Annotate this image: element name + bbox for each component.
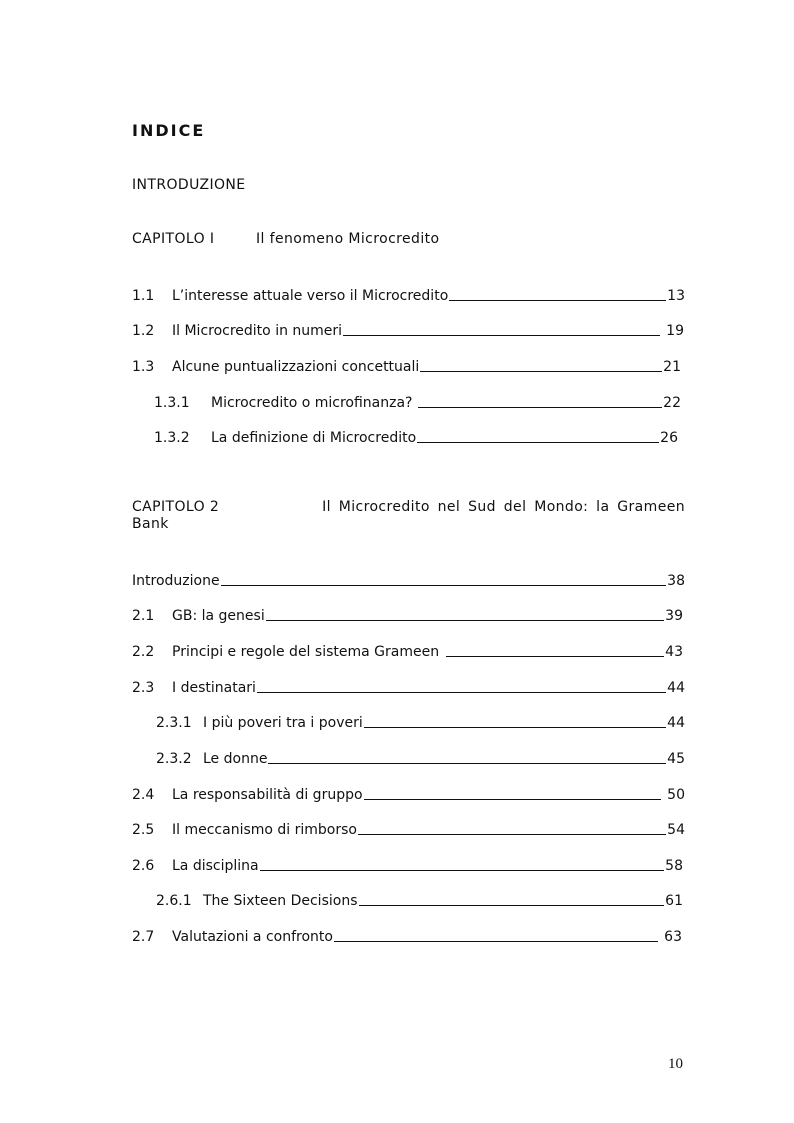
toc-entry-title: Il Microcredito in numeri <box>172 323 343 339</box>
toc-entry-page: 61 <box>665 893 683 909</box>
toc-entry-1-1 <box>132 284 685 304</box>
toc-entry-title: Principi e regole del sistema Grameen <box>172 644 440 660</box>
toc-entry-page: 26 <box>660 430 678 446</box>
toc-entry-1-3-1 <box>154 391 681 411</box>
toc-entry-number: 2.6.1 <box>156 893 192 909</box>
toc-entry-page: 50 <box>667 787 685 803</box>
toc-entry-title: Alcune puntualizzazioni concettuali <box>172 359 420 375</box>
toc-leader-line <box>221 585 667 586</box>
index-title: INDICE <box>132 121 206 140</box>
toc-entry-number: 2.6 <box>132 858 155 874</box>
toc-entry-page: 22 <box>663 395 681 411</box>
toc-entry-1-2 <box>132 319 684 339</box>
toc-entry-page: 54 <box>667 822 685 838</box>
toc-entry-2-6-1 <box>156 889 683 909</box>
toc-entry-page: 45 <box>667 751 685 767</box>
toc-entry-title: I più poveri tra i poveri <box>203 715 363 731</box>
toc-entry-title: La disciplina <box>172 858 259 874</box>
toc-entry-page: 13 <box>667 288 685 304</box>
toc-leader-line <box>418 407 662 408</box>
chapter-1-title: Il fenomeno Microcredito <box>256 231 440 247</box>
toc-entry-page: 58 <box>665 858 683 874</box>
toc-leader-line <box>334 941 658 942</box>
toc-entry-page: 38 <box>667 573 685 589</box>
toc-entry-number: 1.3.1 <box>154 395 190 411</box>
toc-leader-line <box>343 335 660 336</box>
toc-entry-title: Le donne <box>203 751 268 767</box>
toc-entry-title: La definizione di Microcredito <box>211 430 417 446</box>
chapter-1-heading <box>132 231 439 247</box>
toc-entry-number: 2.5 <box>132 822 155 838</box>
chapter-2-label: CAPITOLO 2 <box>132 499 220 515</box>
toc-entry-title: Introduzione <box>132 573 220 589</box>
toc-entry-title: GB: la genesi <box>172 608 265 624</box>
toc-entry-page: 44 <box>667 715 685 731</box>
toc-entry-2-3-2 <box>156 747 685 767</box>
toc-entry-page: 44 <box>667 680 685 696</box>
toc-entry-2-2 <box>132 640 683 660</box>
toc-leader-line <box>257 692 666 693</box>
toc-leader-line <box>268 763 666 764</box>
toc-entry-number: 1.3 <box>132 359 155 375</box>
toc-entry-page: 19 <box>666 323 684 339</box>
toc-leader-line <box>359 905 665 906</box>
toc-entry-1-3-2 <box>154 426 678 446</box>
toc-entry-page: 39 <box>665 608 683 624</box>
toc-leader-line <box>266 620 664 621</box>
toc-leader-line <box>260 870 665 871</box>
toc-entry-title: Microcredito o microfinanza? <box>211 395 413 411</box>
toc-leader-line <box>364 799 662 800</box>
toc-leader-line <box>358 834 666 835</box>
toc-entry-title: L’interesse attuale verso il Microcredito <box>172 288 449 304</box>
toc-entry-title: I destinatari <box>172 680 256 696</box>
toc-entry-number: 1.2 <box>132 323 155 339</box>
toc-entry-2-6 <box>132 854 683 874</box>
toc-leader-line <box>417 442 659 443</box>
chapter-2-title: Il Microcredito nel Sud del Mondo: la Grameen <box>322 499 685 515</box>
toc-entry-number: 1.1 <box>132 288 155 304</box>
toc-entry-2-5 <box>132 818 685 838</box>
toc-entry-2-4 <box>132 783 685 803</box>
toc-entry-number: 2.7 <box>132 929 155 945</box>
chapter-2-heading <box>132 499 685 533</box>
toc-leader-line <box>364 727 666 728</box>
chapter-1-label: CAPITOLO I <box>132 231 215 247</box>
toc-leader-line <box>449 300 666 301</box>
toc-entry-number: 2.4 <box>132 787 155 803</box>
toc-entry-2-intro <box>132 569 685 589</box>
toc-entry-number: 2.3.1 <box>156 715 192 731</box>
toc-entry-number: 2.3.2 <box>156 751 192 767</box>
toc-entry-1-3 <box>132 355 681 375</box>
introduction-heading: INTRODUZIONE <box>132 177 246 193</box>
toc-entry-page: 21 <box>663 359 681 375</box>
toc-entry-title: Il meccanismo di rimborso <box>172 822 357 838</box>
toc-entry-title: Valutazioni a confronto <box>172 929 333 945</box>
toc-entry-number: 2.2 <box>132 644 155 660</box>
toc-entry-number: 1.3.2 <box>154 430 190 446</box>
toc-entry-page: 63 <box>664 929 682 945</box>
chapter-2-title-continued: Bank <box>132 516 169 532</box>
toc-entry-title: The Sixteen Decisions <box>203 893 358 909</box>
toc-entry-2-7 <box>132 925 682 945</box>
toc-leader-line <box>420 371 662 372</box>
toc-entry-2-3-1 <box>156 711 685 731</box>
toc-entry-2-3 <box>132 676 685 696</box>
toc-entry-number: 2.1 <box>132 608 155 624</box>
toc-entry-number: 2.3 <box>132 680 155 696</box>
toc-leader-line <box>446 656 664 657</box>
toc-entry-page: 43 <box>665 644 683 660</box>
toc-entry-2-1 <box>132 604 683 624</box>
page-number: 10 <box>668 1056 683 1072</box>
toc-entry-title: La responsabilità di gruppo <box>172 787 363 803</box>
